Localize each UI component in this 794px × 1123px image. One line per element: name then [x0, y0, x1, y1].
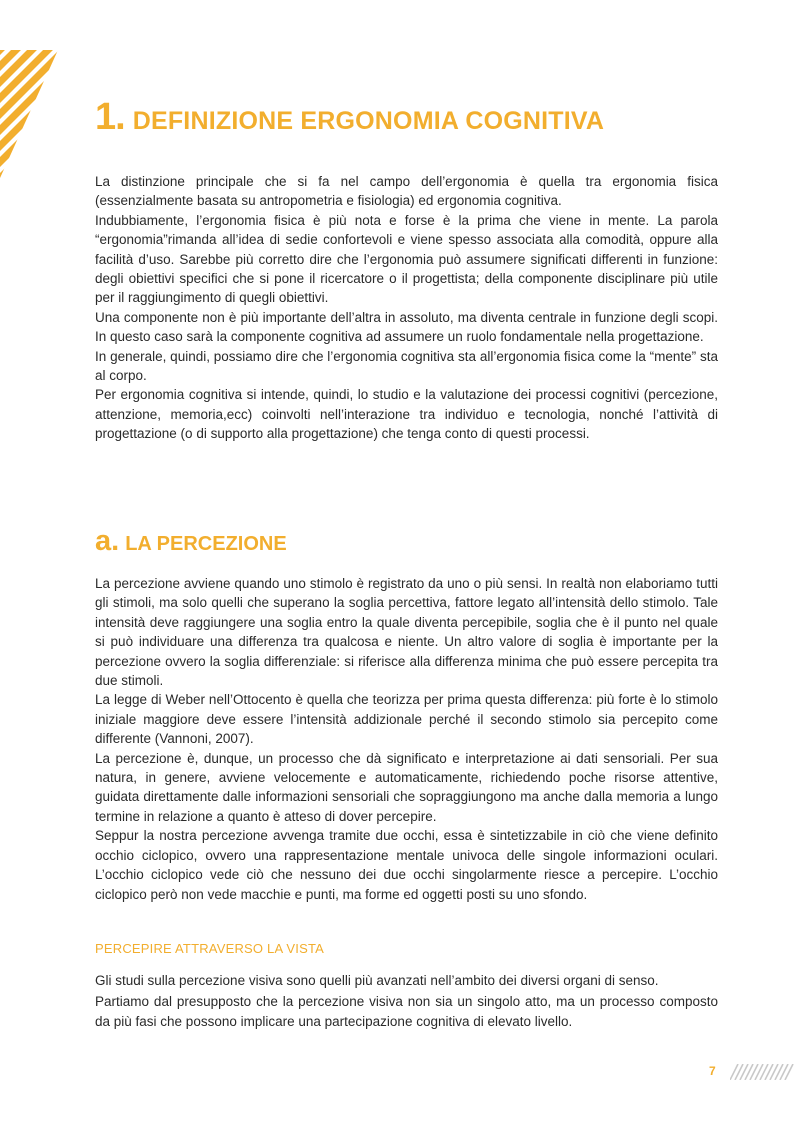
paragraph: In generale, quindi, possiamo dire che l’ergonomia cognitiva sta all’ergonomia fisica come la “mente” sta al corpo. — [95, 348, 718, 384]
paragraph: La percezione è, dunque, un processo che dà significato e interpretazione ai dati sensoriali. Per sua natura, in genere, avviene velocemente e automaticamente, richiedendo poche risorse attentive, guidata direttamente dalle informazioni sensoriali che sopraggiungono ma anche dalla memoria a lungo termine in relazione a quanto è atteso di dover percepire. — [95, 750, 718, 824]
chapter-title: DEFINIZIONE ERGONOMIA COGNITIVA — [132, 107, 605, 135]
section-title: LA PERCEZIONE — [125, 533, 287, 555]
paragraph: Per ergonomia cognitiva si intende, quindi, lo studio e la valutazione dei processi cognitivi (percezione, attenzione, memoria,ecc) coinvolti nell’interazione tra individuo e tecnologia, nonché l’attività di progettazione (o di supporto alla progettazione) che tenga conto di questi processi. — [95, 387, 718, 442]
paragraph: Partiamo dal presupposto che la percezione visiva non sia un singolo atto, ma un processo composto da più fasi che possono implicare una partecipazione cognitiva di elevato livello. — [95, 993, 718, 1029]
paragraph: Seppur la nostra percezione avvenga tramite due occhi, essa è sintetizzabile in ciò che viene definito occhio ciclopico, ovvero una rappresentazione mentale univoca delle singole informazioni oculari. L’occhio ciclopico vede ciò che nessuno dei due occhi singolarmente riesce a percepire. L’occhio ciclopico però non vede macchie e punti, ma forme ed oggetti posti su uno sfondo. — [95, 828, 718, 902]
section-letter: a. — [95, 525, 120, 557]
paragraph: Indubbiamente, l’ergonomia fisica è più nota e forse è la prima che viene in mente. La parola “ergonomia”rimanda all’idea di sedie confortevoli e viene spesso associata alla comodità, oppure alla facilità d’uso. Sarebbe più corretto dire che l’ergonomia può assumere significati differenti in funzione: degli obiettivi specifici che si pone il ricercatore o il progettista; della componente disciplinare più utile per il raggiungimento di quegli obiettivi. — [95, 212, 718, 306]
subsection-text — [95, 971, 718, 1033]
paragraph: La percezione avviene quando uno stimolo è registrato da uno o più sensi. In realtà non elaboriamo tutti gli stimoli, ma solo quelli che superano la soglia percettiva, fattore legato all’intensità dello stimolo. Tale intensità deve raggiungere una soglia entro la quale diventa percepibile, soglia che è il punto nel quale si può individuare una differenza tra qualcosa e niente. Un altro valore di soglia è importante per la percezione ovvero la soglia differenziale: si riferisce alla differenza minima che può essere percepita tra due stimoli. — [95, 576, 718, 689]
diagonal-stripes-footer — [730, 1064, 794, 1080]
intro-text — [95, 172, 718, 444]
paragraph: La legge di Weber nell’Ottocento è quella che teorizza per prima questa differenza: più forte è lo stimolo iniziale maggiore deve essere l’intensità addizionale perché il secondo stimolo sia percepito come differente (Vannoni, 2007). — [95, 692, 718, 747]
paragraph: Una componente non è più importante dell’altra in assoluto, ma diventa centrale in funzione degli scopi. In questo caso sarà la componente cognitiva ad assumere un ruolo fondamentale nella progettazione. — [95, 309, 718, 345]
subsection-heading: PERCEPIRE ATTRAVERSO LA VISTA — [95, 941, 325, 956]
paragraph: Gli studi sulla percezione visiva sono quelli più avanzati nell’ambito dei diversi organi di senso. — [95, 973, 659, 988]
diagonal-stripes-corner — [0, 50, 62, 180]
paragraph: La distinzione principale che si fa nel campo dell’ergonomia è quella tra ergonomia fisica (essenzialmente basata su antropometria e fisiologia) ed ergonomia cognitiva. — [95, 174, 718, 209]
chapter-number: 1. — [95, 96, 125, 138]
chapter-heading — [95, 96, 604, 139]
page-number: 7 — [709, 1064, 716, 1078]
section-text — [95, 574, 718, 904]
section-heading — [95, 525, 287, 558]
